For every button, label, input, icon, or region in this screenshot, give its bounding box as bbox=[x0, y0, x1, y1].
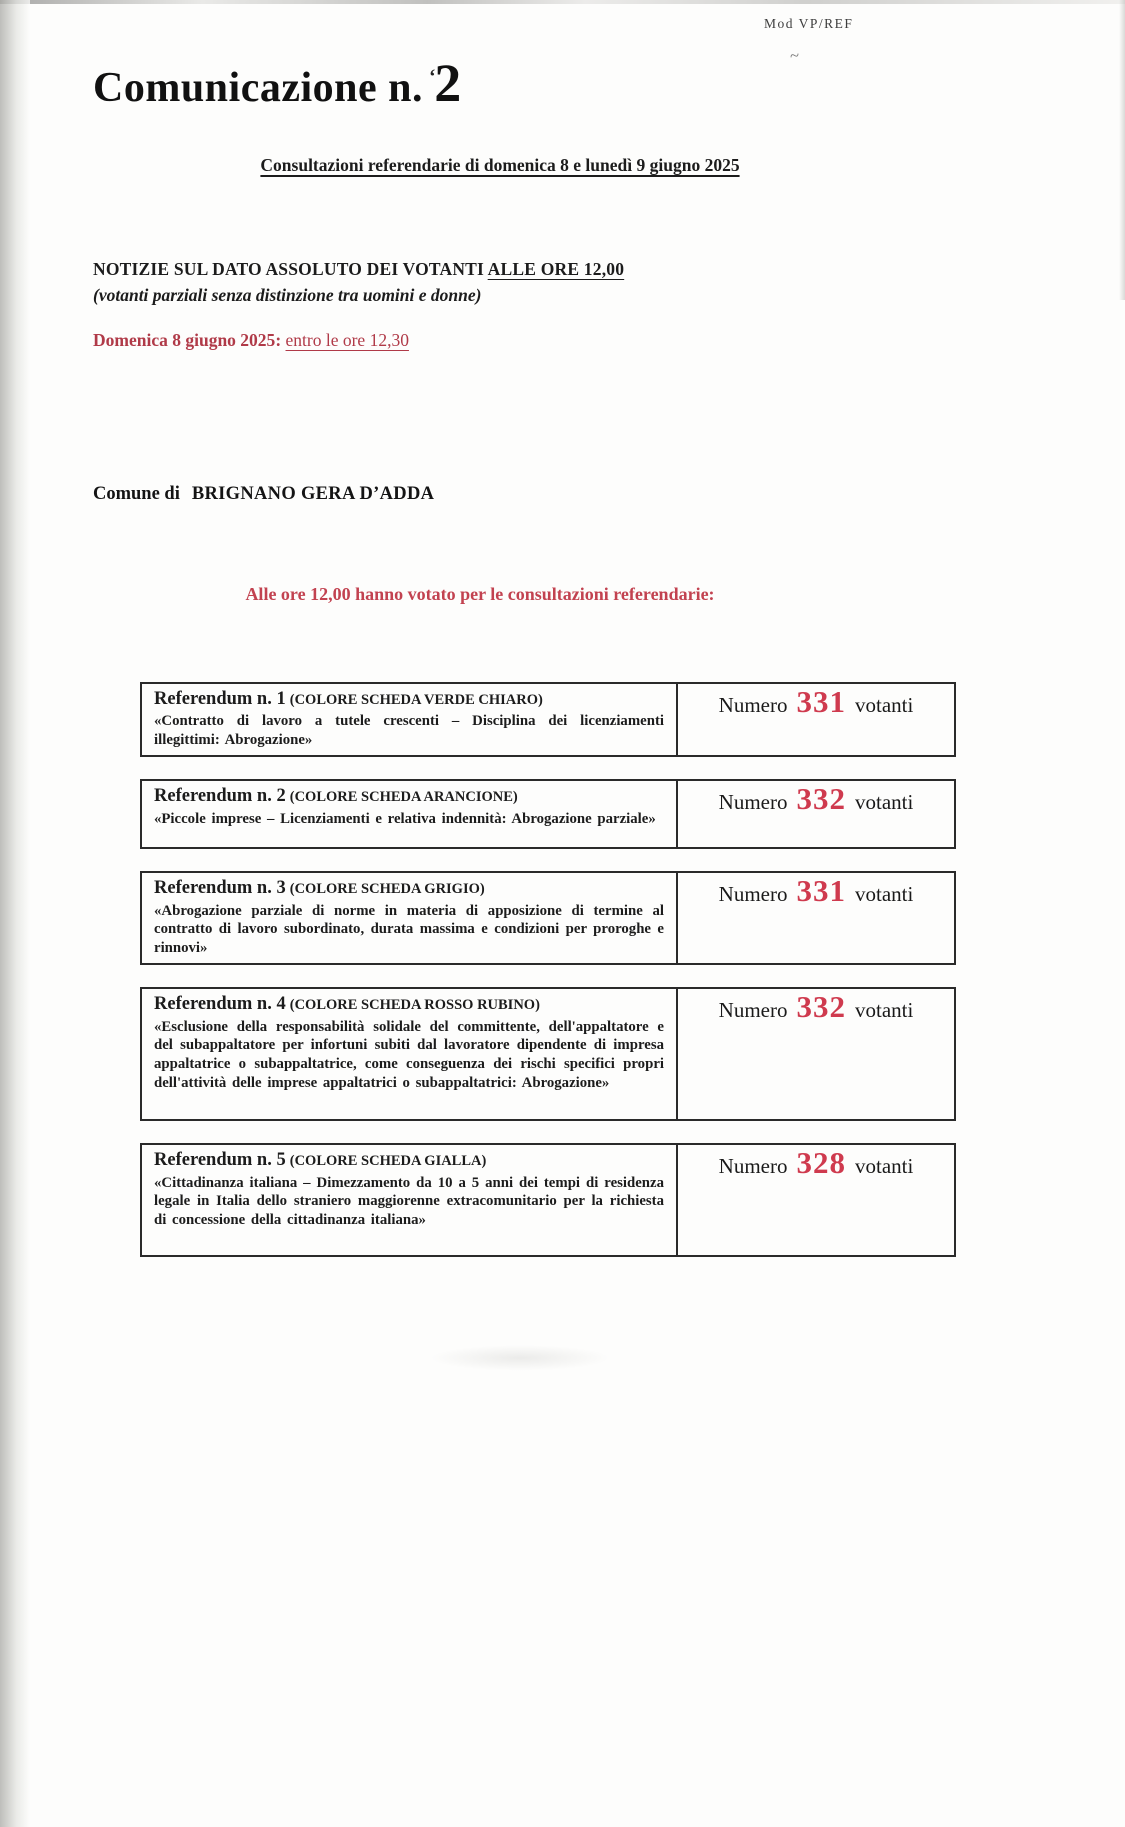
date-line bbox=[93, 330, 409, 351]
notice-heading bbox=[93, 259, 624, 280]
form-code: Mod VP/REF bbox=[764, 16, 854, 31]
ballot-color-label: (COLORE SCHEDA GIALLA) bbox=[289, 1153, 487, 1170]
votes-count: 332 bbox=[796, 781, 846, 817]
referendum-votes-cell bbox=[678, 1145, 954, 1255]
referendum-title: Referendum n. 1 bbox=[154, 689, 286, 709]
numero-label: Numero bbox=[718, 998, 788, 1023]
referendum-row-5 bbox=[140, 1143, 956, 1257]
notice-subtext: (votanti parziali senza distinzione tra uomini e donne) bbox=[93, 285, 482, 305]
ballot-color-label: (COLORE SCHEDA ARANCIONE) bbox=[289, 789, 518, 806]
votes-count: 331 bbox=[796, 684, 846, 719]
votes-count: 332 bbox=[796, 989, 846, 1025]
title-tick-mark: ‘ bbox=[429, 66, 437, 88]
referendum-votes-cell bbox=[678, 989, 954, 1119]
referendum-question-cell bbox=[142, 684, 678, 755]
date-deadline: entro le ore 12,30 bbox=[285, 330, 409, 350]
corner-mark: ~ bbox=[788, 45, 801, 66]
referendum-question-text: «Cittadinanza italiana – Dimezzamento da 10 a 5 anni dei tempi di residenza legale in Italia dello straniero maggiorenne extracomunitario per la richiesta di concessione della cittadinanza italiana» bbox=[154, 1174, 664, 1228]
votes-count: 328 bbox=[796, 1145, 846, 1181]
notice-main-text: NOTIZIE SUL DATO ASSOLUTO DEI VOTANTI bbox=[93, 259, 488, 279]
referendum-question-text: «Piccole imprese – Licenziamenti e relativa indennità: Abrogazione parziale» bbox=[154, 810, 656, 827]
referendum-title: Referendum n. 2 bbox=[154, 786, 286, 807]
referendum-question-cell bbox=[142, 873, 678, 963]
scan-smudge bbox=[430, 1345, 610, 1371]
referendum-question-text: «Contratto di lavoro a tutele crescenti – Disciplina dei licenziamenti illegittimi: Abrogazione» bbox=[154, 713, 664, 748]
referendum-row-3 bbox=[140, 871, 956, 965]
referendum-question-text: «Abrogazione parziale di norme in materia di apposizione di termine al contratto di lavoro subordinato, durata massima e condizioni per proroghe e rinnovi» bbox=[154, 902, 664, 956]
date-label: Domenica 8 giugno 2025 bbox=[93, 330, 276, 350]
referendum-votes-cell bbox=[678, 781, 954, 847]
subtitle-text: Consultazioni referendarie di domenica 8 e lunedì 9 giugno 2025 bbox=[260, 155, 740, 175]
referendum-question-cell bbox=[142, 989, 678, 1119]
referendum-title: Referendum n. 3 bbox=[154, 878, 286, 899]
comune-name: BRIGNANO GERA D’ADDA bbox=[191, 484, 435, 504]
referendum-row-2 bbox=[140, 779, 956, 849]
referendum-question-cell bbox=[142, 1145, 678, 1255]
referendum-question-text: «Esclusione della responsabilità solidale del committente, dell'appaltatore e del subappaltatore per infortuni subiti dal lavoratore dipendente di impresa appaltatrice o subappaltatrice, come conseguenza dei rischi specifici propri dell'attività delle imprese appaltatrici o subappaltatrici: Abrogazione» bbox=[154, 1018, 664, 1091]
subtitle bbox=[140, 155, 860, 176]
votes-count: 331 bbox=[796, 873, 846, 909]
communication-number: 2 bbox=[434, 53, 462, 113]
numero-label: Numero bbox=[718, 790, 788, 815]
numero-label: Numero bbox=[718, 882, 788, 907]
scan-edge-top bbox=[0, 0, 1125, 4]
referendum-votes-cell bbox=[678, 684, 954, 755]
notice-time-underlined: ALLE ORE 12,00 bbox=[487, 259, 625, 279]
votanti-label: votanti bbox=[855, 693, 914, 717]
comune-label: Comune di bbox=[93, 484, 180, 504]
date-separator: : bbox=[275, 330, 286, 350]
title-text: Comunicazione n. bbox=[93, 65, 424, 111]
referendum-row-4 bbox=[140, 987, 956, 1121]
ballot-color-label: (COLORE SCHEDA GRIGIO) bbox=[289, 881, 485, 898]
numero-label: Numero bbox=[718, 1154, 788, 1179]
votes-heading: Alle ore 12,00 hanno votato per le consultazioni referendarie: bbox=[245, 584, 715, 604]
votanti-label: votanti bbox=[855, 998, 914, 1023]
referendum-table bbox=[140, 682, 956, 1279]
referendum-title: Referendum n. 5 bbox=[154, 1150, 286, 1171]
referendum-title: Referendum n. 4 bbox=[154, 994, 286, 1015]
votanti-label: votanti bbox=[855, 1154, 914, 1179]
ballot-color-label: (COLORE SCHEDA VERDE CHIARO) bbox=[289, 692, 543, 708]
ballot-color-label: (COLORE SCHEDA ROSSO RUBINO) bbox=[289, 997, 540, 1014]
scan-edge-left bbox=[0, 0, 30, 1827]
page-title bbox=[93, 52, 461, 114]
votanti-label: votanti bbox=[855, 790, 914, 815]
votanti-label: votanti bbox=[855, 882, 914, 907]
numero-label: Numero bbox=[718, 693, 788, 717]
comune-line bbox=[93, 484, 434, 505]
referendum-question-cell bbox=[142, 781, 678, 847]
referendum-row-1 bbox=[140, 682, 956, 757]
scan-edge-right bbox=[1119, 0, 1125, 300]
referendum-votes-cell bbox=[678, 873, 954, 963]
